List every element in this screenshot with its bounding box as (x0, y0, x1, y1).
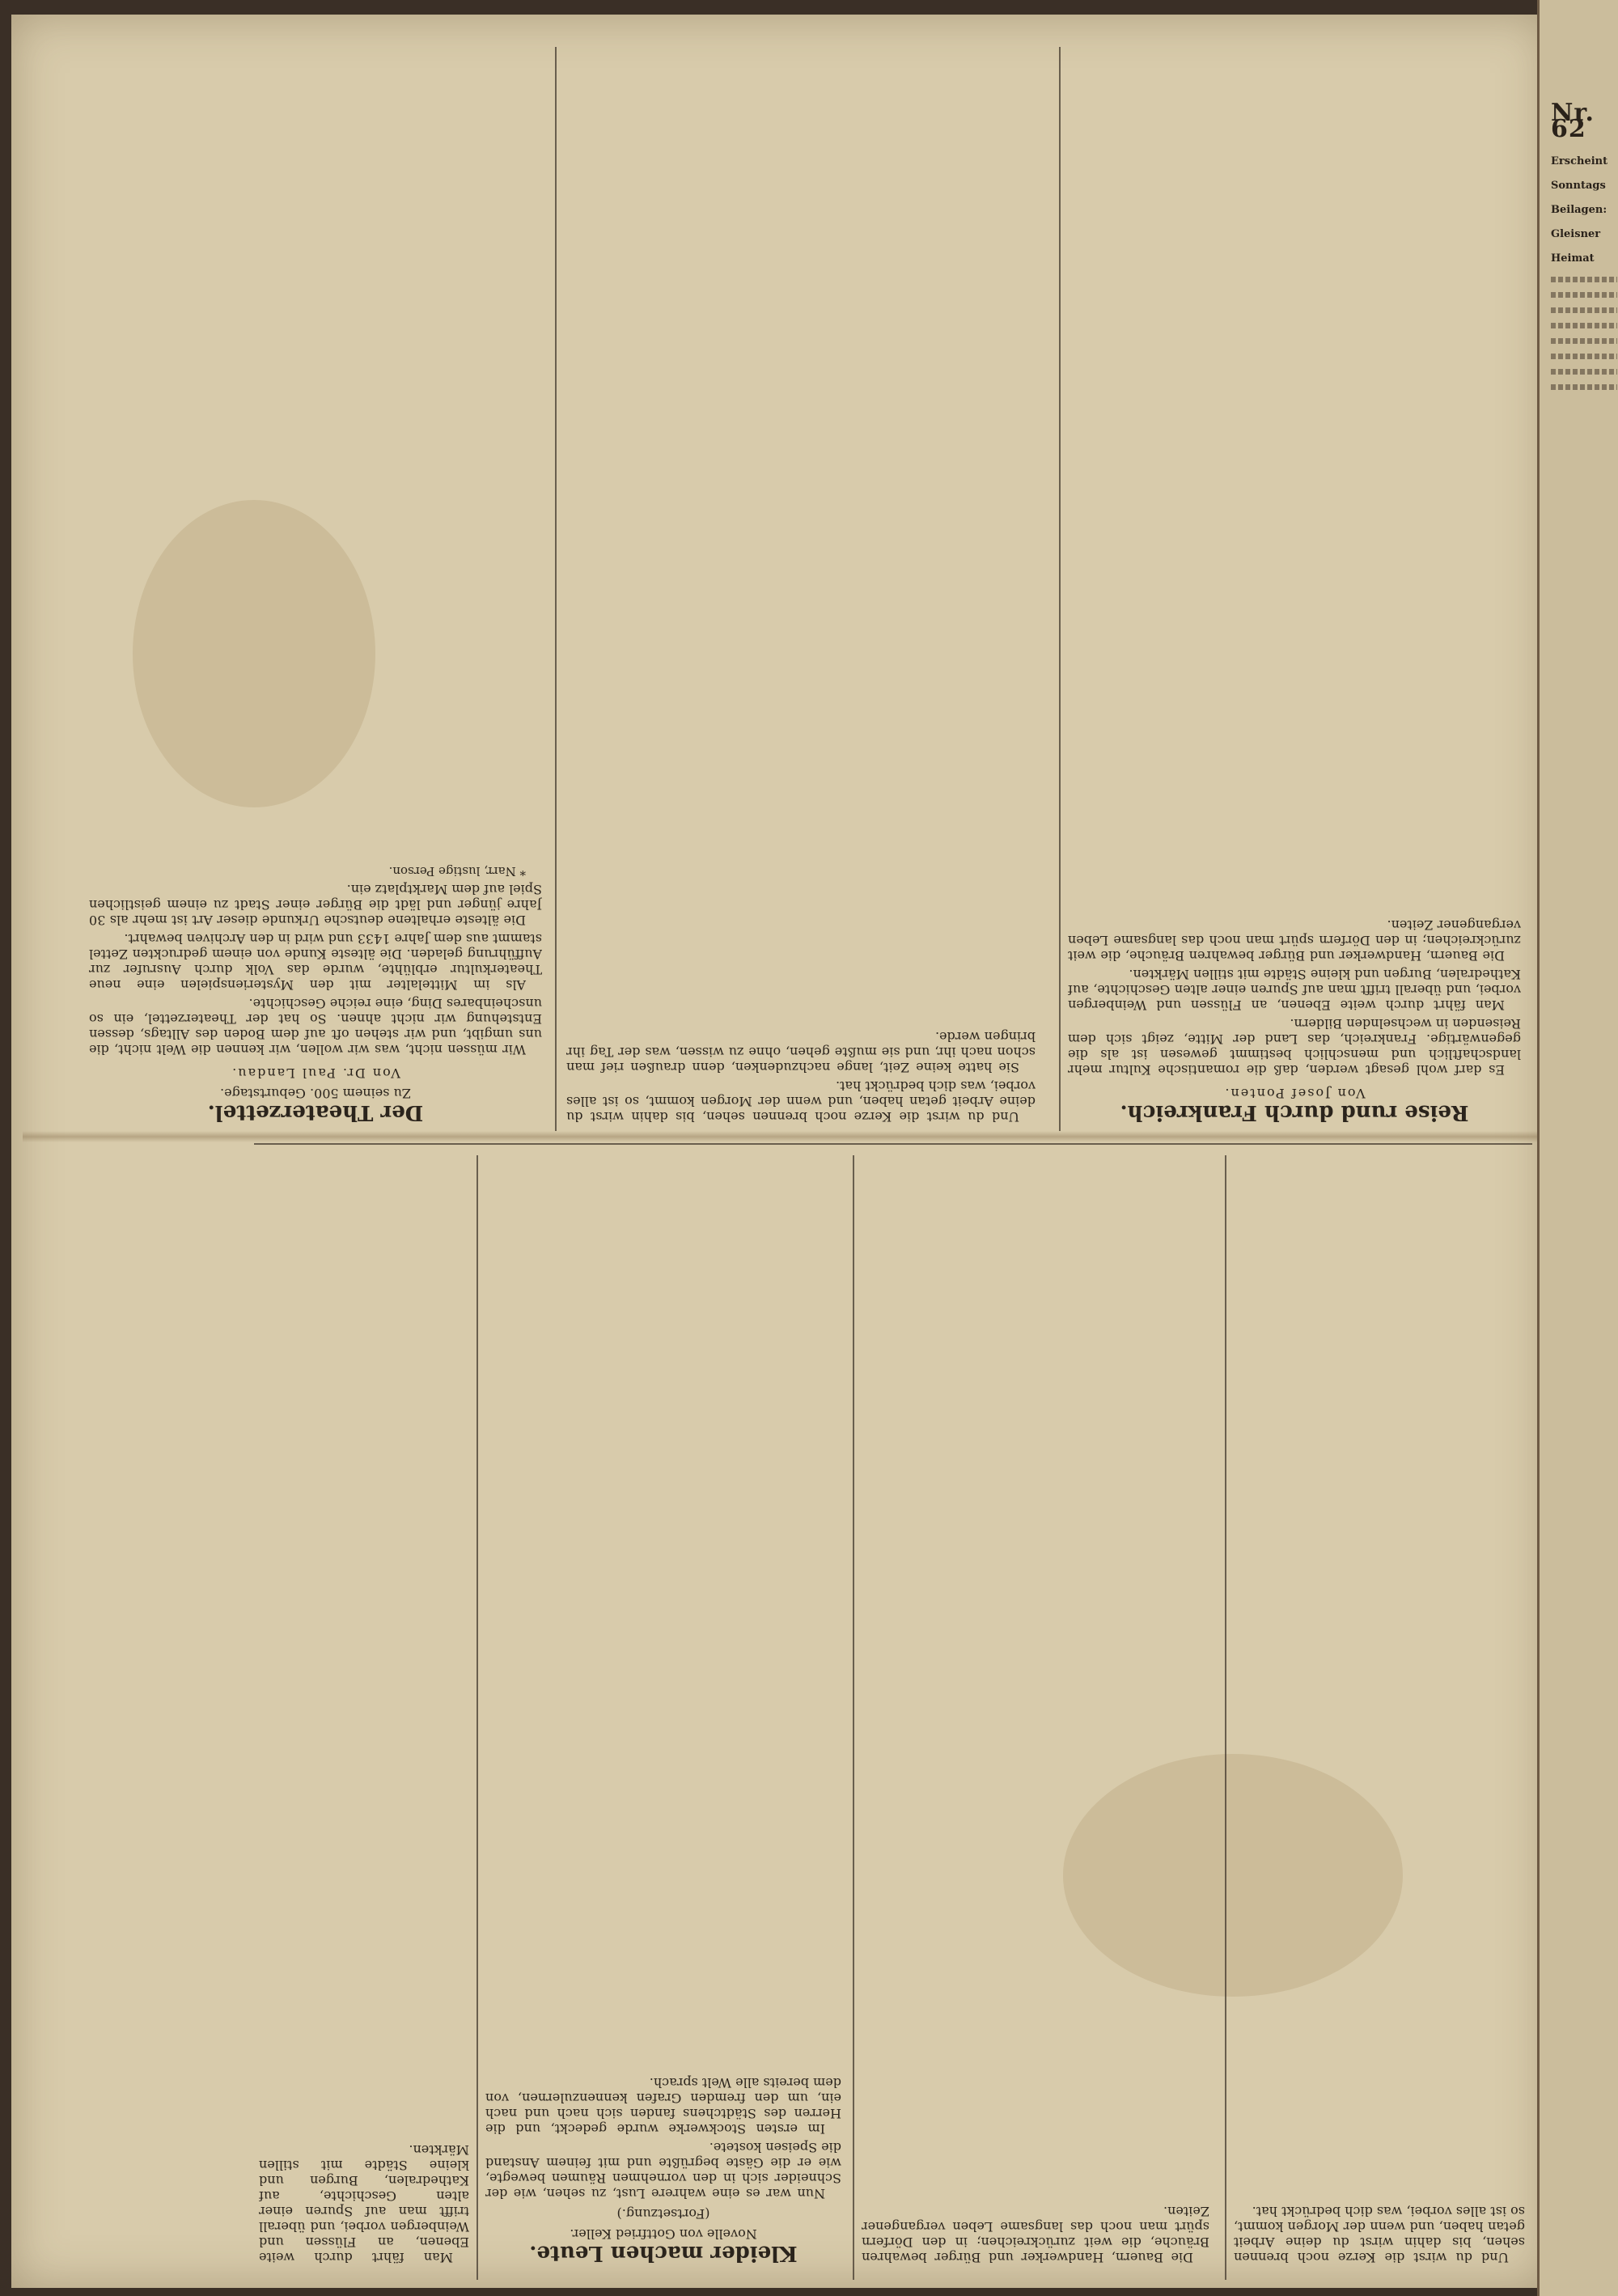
paragraph: Die Bauern, Handwerker und Bürger bewahren Bräuche, die weit zurückreichen; in den Dörfern spürt man noch das langsame Leben vergangener Zeiten. (1068, 917, 1521, 964)
article-author: Von Josef Ponten. (1223, 1086, 1366, 1101)
article-reise (1068, 113, 1521, 1125)
edge-text-line (1551, 323, 1617, 328)
paragraph: Man fährt durch weite Ebenen, an Flüssen und Weinbergen vorbei, und überall trifft man auf Spuren einer alten Geschichte, auf Kathedralen, Burgen und kleine Städte mit stillen Märkten. (259, 2142, 469, 2265)
article-theaterzettel (89, 113, 542, 1125)
paragraph: Und du wirst die Kerze noch brennen sehen, bis dahin wirst du deine Arbeit getan haben, und wenn der Morgen kommt, so ist alles vorbei, was dich bedrückt hat. (1234, 2204, 1525, 2265)
edge-line-text: Heimat (1551, 252, 1595, 265)
paragraph: Sie hatte keine Zeit, lange nachzudenken, denn draußen rief man schon nach ihr, und sie mußte gehen, ohne zu wissen, was der Tag ihr bringen werde. (566, 1029, 1036, 1075)
edge-issue-number: Nr. 62 (1551, 99, 1595, 143)
article-title: Kleider machen Leute. (529, 2241, 798, 2265)
column-rule (477, 1155, 478, 2280)
edge-line-text: Gleisner (1551, 228, 1601, 240)
section-rule (254, 1143, 1532, 1145)
article-reise-continued (259, 1157, 469, 2265)
column-rule (1225, 1155, 1226, 2280)
paragraph: Im ersten Stockwerke wurde gedeckt, und die Herren des Städtchens fanden sich nach und nach ein, um den fremden Grafen kennenzulernen, von dem bereits alle Welt sprach. (485, 2075, 841, 2137)
edge-text-line (1551, 277, 1617, 282)
edge-text-line (1551, 384, 1617, 390)
edge-line-text: Beilagen: (1551, 204, 1607, 216)
column-rule (555, 47, 557, 1131)
column-rule (1059, 47, 1061, 1131)
article-left-part (1234, 1157, 1525, 2265)
edge-text-line (1551, 369, 1617, 375)
footnote: * Narr, lustige Person. (388, 864, 526, 879)
adjacent-page-strip (1537, 0, 1618, 2296)
article-note: (Fortsetzung.) (616, 2206, 710, 2222)
article-reise-part (862, 1157, 1209, 2265)
article-left-continuation (566, 113, 1036, 1125)
edge-text-line (1551, 307, 1617, 313)
edge-text-line (1551, 338, 1617, 344)
article-title: Reise rund durch Frankreich. (1120, 1100, 1469, 1125)
edge-line-text: Erscheint (1551, 155, 1608, 167)
edge-line-text: Sonntags (1551, 180, 1606, 192)
edge-text-line (1551, 292, 1617, 298)
paragraph: Die älteste erhaltene deutsche Urkunde dieser Art ist mehr als 30 Jahre jünger und lädt die Bürger einer Stadt zu einem geistlichen Spiel auf dem Marktplatz ein. (89, 882, 542, 928)
column-rule (853, 1155, 854, 2280)
article-title: Der Theaterzettel. (207, 1100, 424, 1125)
article-subtitle: Zu seinem 500. Geburtstage. (220, 1086, 411, 1101)
article-author: Von Dr. Paul Landau. (231, 1065, 400, 1081)
paragraph: Es darf wohl gesagt werden, daß die romantische Kultur mehr landschaftlich und menschlich bestimmt gewesen ist als die gegenwärtige. Frankreich, das Land der Mitte, zeigt sich dem Reisenden in wechselnden Bildern. (1068, 1016, 1521, 1078)
page-fold (23, 1131, 1548, 1142)
article-kleider (485, 1157, 841, 2265)
article-subtitle: Novelle von Gottfried Keller. (570, 2226, 757, 2242)
paragraph: Als im Mittelalter mit den Mysterienspielen eine neue Theaterkultur erblühte, wurde das Volk durch Ausrufer zur Aufführung geladen. Die älteste Kunde von einem gedruckten Zettel stammt aus dem Jahre 1433 und wird in den Archiven bewahrt. (89, 931, 542, 993)
paragraph: Wir müssen nicht, was wir wollen, wir kennen die Welt nicht, die uns umgibt, und wir stehen oft auf dem Boden des Alltags, dessen Entstehung wir nicht ahnen. So hat der Theaterzettel, ein so unscheinbares Ding, eine reiche Geschichte. (89, 996, 542, 1057)
paragraph: Nun war es eine wahrere Lust, zu sehen, wie der Schneider sich in den vornehmen Räumen bewegte, wie er die Gäste begrüßte und mit feinem Anstand die Speisen kostete. (485, 2140, 841, 2201)
paragraph: Die Bauern, Handwerker und Bürger bewahren Bräuche, die weit zurückreichen; in den Dörfern spürt man noch das langsame Leben vergangener Zeiten. (862, 2204, 1209, 2265)
paragraph: Und du wirst die Kerze noch brennen sehen, bis dahin wirst du deine Arbeit getan haben, und wenn der Morgen kommt, so ist alles vorbei, was dich bedrückt hat. (566, 1078, 1036, 1125)
edge-text-line (1551, 354, 1617, 359)
paragraph: Man fährt durch weite Ebenen, an Flüssen und Weinbergen vorbei, und überall trifft man auf Spuren einer alten Geschichte, auf Kathedralen, Burgen und kleine Städte mit stillen Märkten. (1068, 967, 1521, 1013)
